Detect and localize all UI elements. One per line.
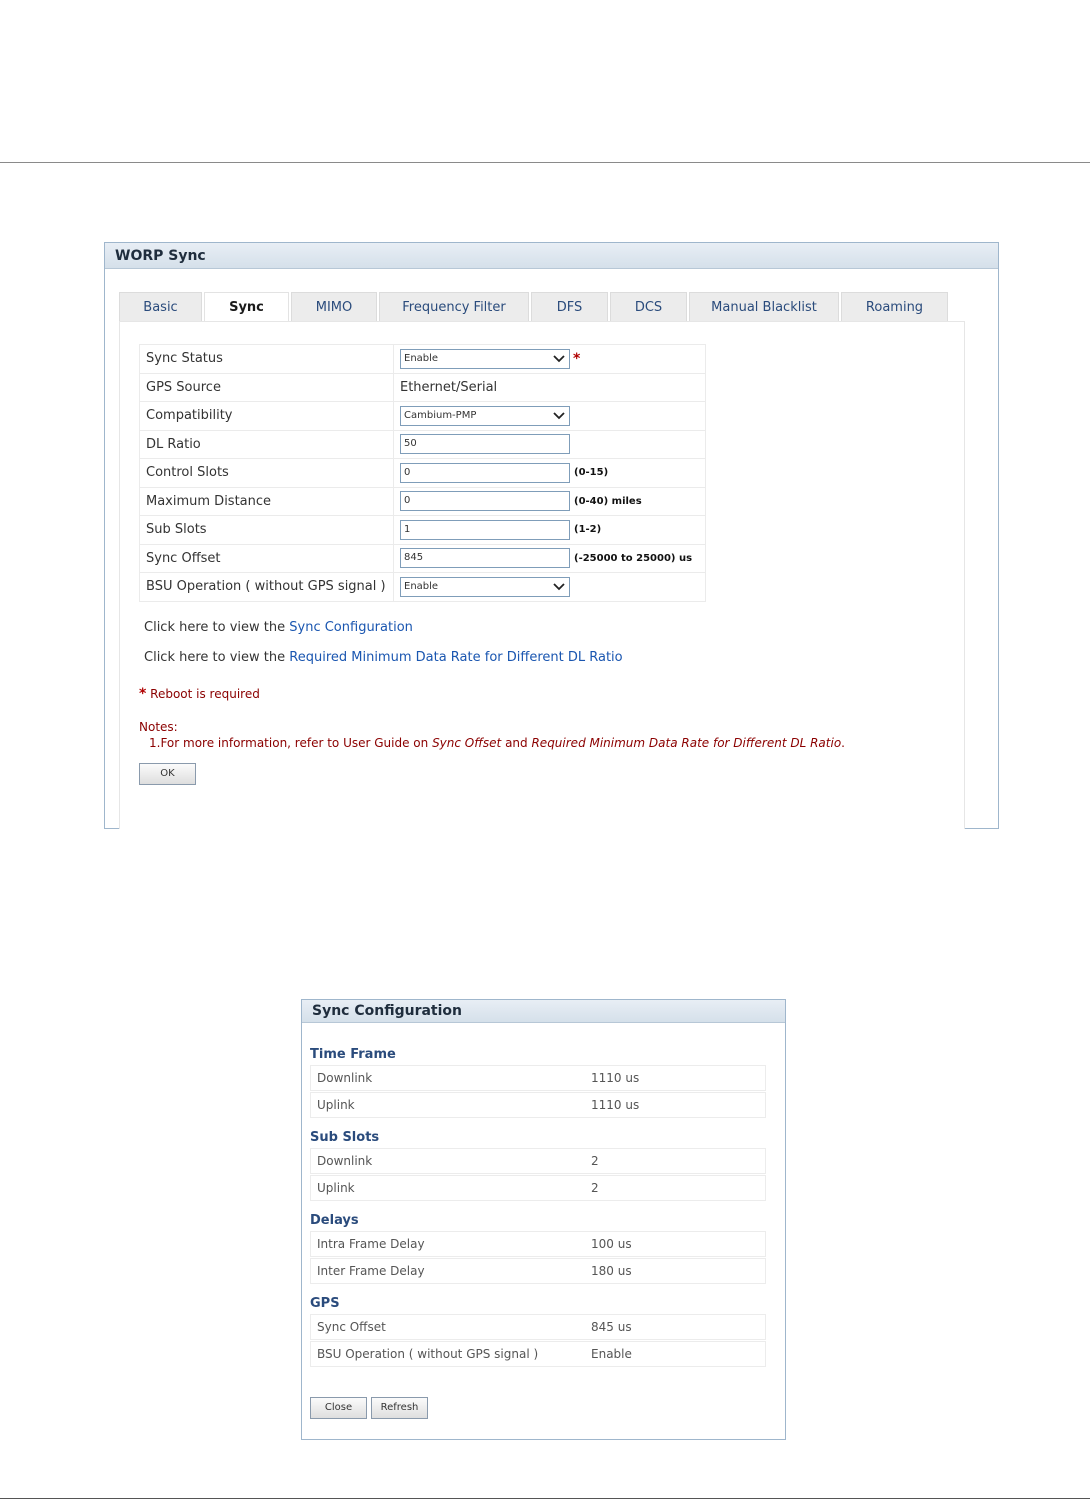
gps-heading: GPS (310, 1296, 340, 1311)
notes-text (149, 736, 845, 750)
notes-part: 1.For more information, refer to User Guide on (149, 736, 433, 750)
sync-offset-label: Sync Offset (140, 544, 394, 573)
data-rate-line (144, 650, 623, 665)
row-key: Intra Frame Delay (317, 1237, 425, 1251)
row-value: 2 (591, 1154, 599, 1168)
notes-emphasis: Sync Offset (432, 736, 502, 750)
time-frame-heading: Time Frame (310, 1047, 396, 1062)
maximum-distance-hint: (0-40) miles (574, 495, 642, 507)
row-value: 1110 us (591, 1098, 640, 1112)
required-asterisk: * (573, 350, 581, 367)
chevron-down-icon (551, 350, 567, 368)
row-sync-status (140, 345, 706, 374)
sync-configuration-title: Sync Configuration (302, 1000, 785, 1023)
sync-configuration-panel (301, 999, 786, 1440)
gps-bsu-operation-row (310, 1341, 766, 1367)
refresh-button[interactable]: Refresh (371, 1397, 428, 1419)
compatibility-value: Cambium-PMP (404, 409, 477, 421)
tab-dcs[interactable]: DCS (610, 292, 687, 322)
maximum-distance-input[interactable]: 0 (400, 491, 570, 511)
gps-sync-offset-row (310, 1314, 766, 1340)
reboot-text: Reboot is required (150, 687, 260, 701)
notes-part: . (841, 736, 845, 750)
row-sub-slots (140, 516, 706, 545)
gps-source-label: GPS Source (140, 373, 394, 402)
tab-sync[interactable]: Sync (204, 292, 289, 322)
tab-bar (119, 292, 950, 322)
control-slots-input[interactable]: 0 (400, 463, 570, 483)
bsu-operation-label: BSU Operation ( without GPS signal ) (140, 573, 394, 602)
reboot-note (139, 686, 260, 702)
row-compatibility (140, 402, 706, 431)
sub-slots-heading: Sub Slots (310, 1130, 380, 1145)
sync-status-select[interactable] (400, 349, 570, 369)
row-value: Enable (591, 1347, 632, 1361)
notes-emphasis: Required Minimum Data Rate for Different DL Ratio (531, 736, 842, 750)
tab-roaming[interactable]: Roaming (841, 292, 948, 322)
worp-sync-title: WORP Sync (105, 243, 998, 269)
data-rate-link[interactable]: Required Minimum Data Rate for Different DL Ratio (289, 650, 623, 665)
maximum-distance-label: Maximum Distance (140, 487, 394, 516)
sync-tab-content (119, 321, 965, 829)
tab-frequency-filter[interactable]: Frequency Filter (379, 292, 529, 322)
tab-basic[interactable]: Basic (119, 292, 202, 322)
row-key: Inter Frame Delay (317, 1264, 425, 1278)
row-key: Downlink (317, 1154, 373, 1168)
sub-slots-uplink-row (310, 1175, 766, 1201)
sync-status-value: Enable (404, 352, 439, 364)
row-key: BSU Operation ( without GPS signal ) (317, 1347, 539, 1361)
compatibility-label: Compatibility (140, 402, 394, 431)
sub-slots-label: Sub Slots (140, 516, 394, 545)
tab-mimo[interactable]: MIMO (291, 292, 377, 322)
sync-settings-table (139, 344, 706, 602)
inter-frame-delay-row (310, 1258, 766, 1284)
time-frame-uplink-row (310, 1092, 766, 1118)
row-control-slots (140, 459, 706, 488)
ok-button[interactable]: OK (139, 763, 196, 785)
sub-slots-hint: (1-2) (574, 524, 602, 536)
row-value: 1110 us (591, 1071, 640, 1085)
chevron-down-icon (551, 407, 567, 425)
sync-configuration-line (144, 620, 413, 635)
row-key: Uplink (317, 1181, 355, 1195)
time-frame-downlink-row (310, 1065, 766, 1091)
sync-configuration-link[interactable]: Sync Configuration (289, 620, 413, 635)
gps-source-value: Ethernet/Serial (400, 379, 498, 395)
row-bsu-operation (140, 573, 706, 602)
sync-offset-input[interactable]: 845 (400, 548, 570, 568)
bsu-operation-value: Enable (404, 580, 439, 592)
sub-slots-downlink-row (310, 1148, 766, 1174)
dl-ratio-label: DL Ratio (140, 430, 394, 459)
tab-manual-blacklist[interactable]: Manual Blacklist (689, 292, 839, 322)
control-slots-hint: (0-15) (574, 467, 609, 479)
row-dl-ratio (140, 430, 706, 459)
row-sync-offset (140, 544, 706, 573)
row-key: Uplink (317, 1098, 355, 1112)
close-button[interactable]: Close (310, 1397, 367, 1419)
link-prefix: Click here to view the (144, 650, 290, 665)
delays-heading: Delays (310, 1213, 359, 1228)
page-divider-bottom (0, 1498, 1090, 1499)
notes-part: and (501, 736, 532, 750)
row-maximum-distance (140, 487, 706, 516)
worp-sync-panel (104, 242, 999, 829)
row-value: 2 (591, 1181, 599, 1195)
row-value: 845 us (591, 1320, 632, 1334)
intra-frame-delay-row (310, 1231, 766, 1257)
notes-label: Notes: (139, 720, 178, 734)
bsu-operation-select[interactable] (400, 577, 570, 597)
row-key: Downlink (317, 1071, 373, 1085)
compatibility-select[interactable] (400, 406, 570, 426)
dl-ratio-input[interactable]: 50 (400, 434, 570, 454)
sync-status-label: Sync Status (140, 345, 394, 374)
control-slots-label: Control Slots (140, 459, 394, 488)
link-prefix: Click here to view the (144, 620, 290, 635)
chevron-down-icon (551, 578, 567, 596)
row-value: 100 us (591, 1237, 632, 1251)
row-value: 180 us (591, 1264, 632, 1278)
row-gps-source (140, 373, 706, 402)
required-asterisk: * (139, 686, 147, 702)
row-key: Sync Offset (317, 1320, 386, 1334)
sync-offset-hint: (-25000 to 25000) us (574, 552, 693, 564)
page-divider-top (0, 162, 1090, 163)
sub-slots-input[interactable]: 1 (400, 520, 570, 540)
tab-dfs[interactable]: DFS (531, 292, 608, 322)
